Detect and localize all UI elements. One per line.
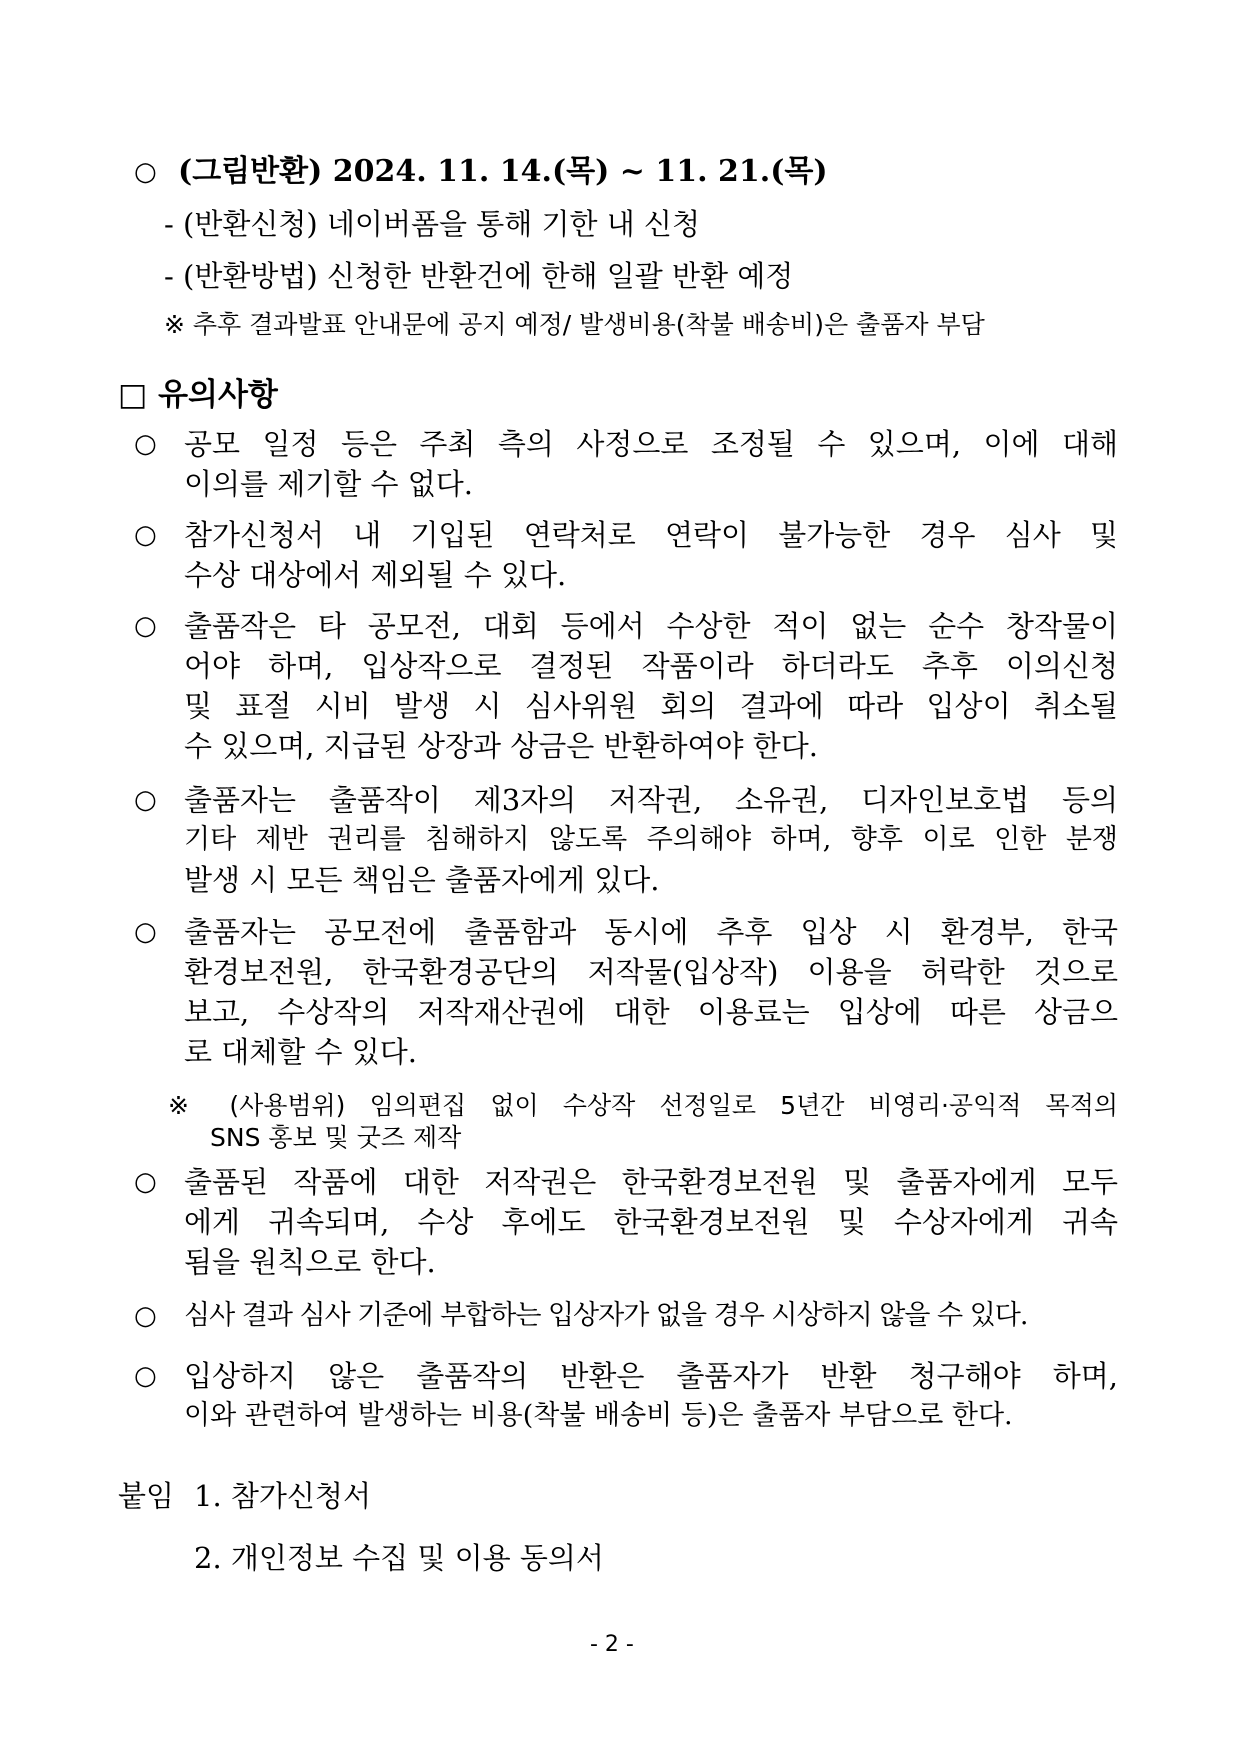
notice-item-5 [184, 912, 1118, 1072]
schedule-line-2: - (반환방법) 신청한 반환건에 한해 일괄 반환 예정 [164, 259, 794, 293]
attachment-item-2: 2. 개인정보 수집 및 이용 동의서 [194, 1541, 604, 1575]
notice-item-4 [184, 780, 1118, 900]
notice-item-5-line-2: 환경보전원, 한국환경공단의 저작물(입상작) 이용을 허락한 것으로 [184, 955, 1118, 989]
notice-item-4-line-2: 기타 제반 권리를 침해하지 않도록 주의해야 하며, 향후 이로 인한 분쟁 [184, 824, 1118, 855]
usage-note-line-1: ※ (사용범위) 임의편집 없이 수상작 선정일로 5년간 비영리·공익적 목적의 [168, 1091, 1118, 1120]
schedule-bullet: ○ [134, 157, 157, 187]
schedule-line-1: - (반환신청) 네이버폼을 통해 기한 내 신청 [164, 207, 700, 241]
notice-item-6-line-2: 에게 귀속되며, 수상 후에도 한국환경보전원 및 수상자에게 귀속 [184, 1205, 1118, 1239]
notice-item-1-bullet: ○ [134, 429, 157, 459]
notice-item-5-line-4: 로 대체할 수 있다. [184, 1035, 417, 1069]
notice-item-4-line-3: 발생 시 모든 책임은 출품자에게 있다. [184, 863, 660, 897]
notice-item-3 [184, 606, 1118, 766]
notice-item-5-line-3: 보고, 수상작의 저작재산권에 대한 이용료는 입상에 따른 상금으 [184, 995, 1118, 1029]
notice-item-5-line-1: 출품자는 공모전에 출품함과 동시에 추후 입상 시 환경부, 한국 [184, 915, 1118, 949]
notice-item-3-bullet: ○ [134, 611, 157, 641]
notice-heading: □ 유의사항 [118, 377, 278, 413]
notice-item-8 [184, 1356, 1118, 1436]
notice-item-1 [184, 424, 1118, 504]
notice-item-3-line-2: 어야 하며, 입상작으로 결정된 작품이라 하더라도 추후 이의신청 [184, 649, 1118, 683]
notice-item-6-line-3: 됨을 원칙으로 한다. [184, 1245, 436, 1279]
notice-item-6 [184, 1162, 1118, 1282]
notice-item-7-bullet: ○ [134, 1301, 157, 1331]
notice-item-4-line-1: 출품자는 출품작이 제3자의 저작권, 소유권, 디자인보호법 등의 [184, 783, 1118, 817]
attachment-item-1: 1. 참가신청서 [194, 1479, 371, 1513]
notice-item-8-line-1: 입상하지 않은 출품작의 반환은 출품자가 반환 청구해야 하며, [184, 1359, 1118, 1393]
notice-item-1-line-2: 이의를 제기할 수 없다. [184, 467, 473, 501]
notice-item-4-bullet: ○ [134, 785, 157, 815]
notice-item-3-line-1: 출품작은 타 공모전, 대회 등에서 수상한 적이 없는 순수 창작물이 [184, 609, 1118, 643]
notice-item-2-bullet: ○ [134, 520, 157, 550]
notice-item-2-line-2: 수상 대상에서 제외될 수 있다. [184, 558, 567, 592]
notice-item-2 [184, 515, 1118, 595]
attachments-label: 붙임 [118, 1479, 175, 1513]
notice-item-2-line-1: 참가신청서 내 기입된 연락처로 연락이 불가능한 경우 심사 및 [184, 518, 1118, 552]
notice-item-5-bullet: ○ [134, 917, 157, 947]
notice-item-6-bullet: ○ [134, 1167, 157, 1197]
notice-item-7 [184, 1296, 1118, 1336]
notice-item-8-line-2: 이와 관련하여 발생하는 비용(착불 배송비 등)은 출품자 부담으로 한다. [184, 1400, 1013, 1431]
notice-item-3-line-3: 및 표절 시비 발생 시 심사위원 회의 결과에 따라 입상이 취소될 [184, 689, 1118, 723]
notice-item-7-line-1: 심사 결과 심사 기준에 부합하는 입상자가 없을 경우 시상하지 않을 수 있다. [184, 1300, 1028, 1331]
usage-note-line-2: SNS 홍보 및 굿즈 제작 [210, 1123, 462, 1152]
notice-item-1-line-1: 공모 일정 등은 주최 측의 사정으로 조정될 수 있으며, 이에 대해 [184, 427, 1118, 461]
schedule-note: ※ 추후 결과발표 안내문에 공지 예정/ 발생비용(착불 배송비)은 출품자 부담 [164, 310, 985, 339]
page-number: - 2 - [590, 1632, 634, 1657]
notice-item-8-bullet: ○ [134, 1361, 157, 1391]
notice-item-3-line-4: 수 있으며, 지급된 상장과 상금은 반환하여야 한다. [184, 729, 819, 763]
notice-item-6-line-1: 출품된 작품에 대한 저작권은 한국환경보전원 및 출품자에게 모두 [184, 1165, 1118, 1199]
schedule-title: (그림반환) 2024. 11. 14.(목) ~ 11. 21.(목) [178, 154, 828, 189]
